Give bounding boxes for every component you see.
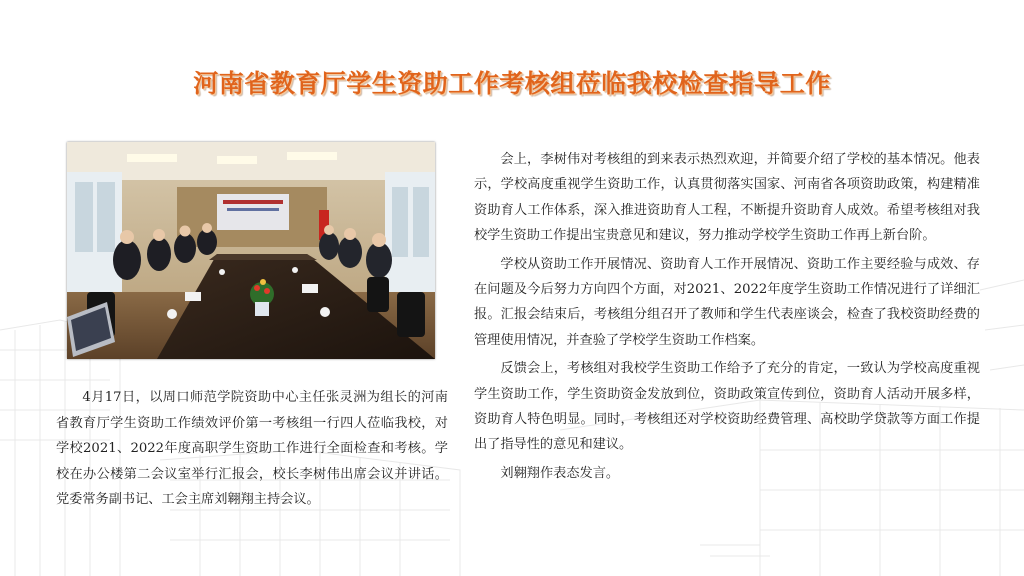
- paragraph-closing: 刘翱翔作表态发言。: [500, 465, 620, 481]
- paragraph-welcome: 会上，李树伟对考核组的到来表示热烈欢迎，并简要介绍了学校的基本情况。他表示，学校高度重视学生资助工作，认真贯彻落实国家、河南省各项资助政策，构建精准资助育人工作体系，深入推进资助育人工程，不断提升资助育人成效。希望考核组对我校学生资助工作提出宝贵意见和建议，努力推动学校学生资助工作再上新台阶。: [474, 152, 980, 244]
- paragraph-feedback: 反馈会上，考核组对我校学生资助工作给予了充分的肯定，一致认为学校高度重视学生资助工作，学生资助资金发放到位，资助政策宣传到位，资助育人活动开展多样，资助育人特色明显。同时，考核组还对学校资助经费管理、高校助学贷款等方面工作提出了指导性的意见和建议。: [474, 361, 980, 453]
- meeting-photo: [67, 142, 435, 359]
- article-body: [474, 147, 980, 489]
- paragraph-report: 学校从资助工作开展情况、资助育人工作开展情况、资助工作主要经验与成效、存在问题及今后努力方向四个方面，对2021、2022年度学生资助工作情况进行了详细汇报。汇报会结束后，考核组分组召开了教师和学生代表座谈会，检查了我校资助经费的管理使用情况，并查验了学校学生资助工作档案。: [474, 256, 980, 348]
- intro-paragraph: 4月17日，以周口师范学院资助中心主任张灵洲为组长的河南省教育厅学生资助工作绩效评价第一考核组一行四人莅临我校，对学校2021、2022年度高职学生资助工作进行全面检查和考核。学校在办公楼第二会议室举行汇报会，校长李树伟出席会议并讲话。党委常务副书记、工会主席刘翱翔主持会议。: [56, 390, 448, 507]
- page-title: 河南省教育厅学生资助工作考核组莅临我校检查指导工作: [193, 69, 831, 98]
